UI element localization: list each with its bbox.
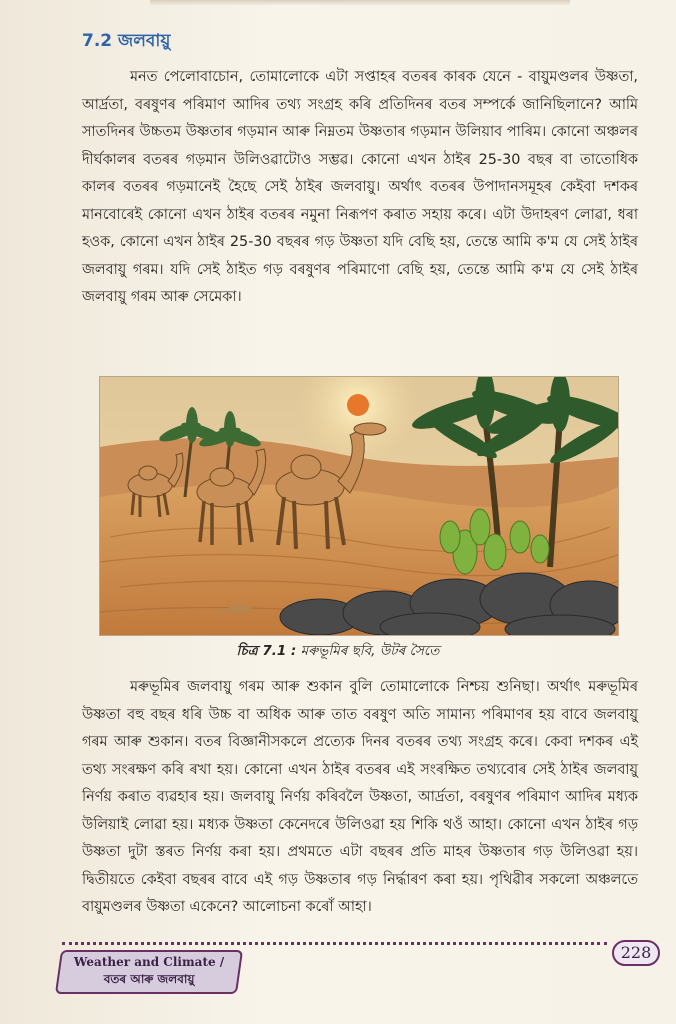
- sun-icon: [347, 394, 369, 416]
- desert-illustration: [99, 376, 619, 636]
- section-heading: [82, 28, 170, 56]
- footer-title-en: Weather and Climate /: [73, 955, 225, 969]
- paragraph-desert-climate: মৰুভূমিৰ জলবায়ু গৰম আৰু শুকান বুলি তোমালোকে নিশ্চয় শুনিছা। অৰ্থাৎ মৰুভূমিৰ উষ্ণতা বহু বছৰ ধৰি উচ্চ বা অধিক আৰু তাত বৰষুণ অতি সামান্য পৰিমাণৰ হয় বাবে জলবায়ু গৰম আৰু শুকান। বতৰ বিজ্ঞানীসকলে প্ৰত্যেক দিনৰ বতৰৰ তথ্য সংগ্ৰহ কৰে। কেবা দশকৰ এই তথ্য সংৰক্ষণ কৰি ৰখা হয়। কোনো এখন ঠাইৰ বতৰৰ এই সংৰক্ষিত তথ্যবোৰ সেই ঠাইৰ জলবায়ু নিৰ্ণয় কৰাত ব্যৱহাৰ হয়। জলবায়ু নিৰ্ণয় কৰিবলৈ উষ্ণতা, আৰ্দ্ৰতা, বৰষুণৰ পৰিমাণ আদিৰ মধ্যক উলিয়াই লোৱা হয়। মধ্যক উষ্ণতা কেনেদৰে উলিওৱা হয় শিকি থওঁ আহা। কোনো এখন ঠাইৰ গড় উষ্ণতা দুটা স্তৰত নিৰ্ণয় কৰা হয়। প্ৰথমতে এটা বছৰৰ প্ৰতি মাহৰ উষ্ণতাৰ গড় উলিওৱা হয়। দ্বিতীয়তে কেইবা বছৰৰ বাবে এই গড় উষ্ণতাৰ গড় নিৰ্দ্ধাৰণ কৰা হয়। পৃথিৱীৰ সকলো অঞ্চলতে বায়ুমণ্ডলৰ উষ্ণতা একেনে? আলোচনা কৰোঁ আহা।: [82, 679, 638, 915]
- figure-label: চিত্ৰ 7.1 :: [236, 643, 297, 659]
- chapter-footer-tab: [55, 950, 243, 994]
- figure-caption: [0, 640, 676, 663]
- page-number: 228: [612, 940, 660, 966]
- footer-divider: [62, 942, 607, 945]
- desert-scene: [100, 377, 618, 635]
- section-title: জলবায়ু: [118, 31, 171, 51]
- footer-title-as: বতৰ আৰু জলবায়ু: [103, 972, 195, 986]
- figure-caption-text: মৰুভূমিৰ ছবি, উটৰ সৈতে: [300, 643, 440, 659]
- page-shadow: [150, 0, 570, 6]
- section-number: 7.2: [82, 31, 113, 51]
- paragraph-climate-definition: মনত পেলোবাচোন, তোমালোকে এটা সপ্তাহৰ বতৰৰ কাৰক যেনে - বায়ুমণ্ডলৰ উষ্ণতা, আৰ্দ্ৰতা, বৰষুণৰ পৰিমাণ আদিৰ তথ্য সংগ্ৰহ কৰি প্ৰতিদিনৰ বতৰ সম্পৰ্কে জানিছিলানে? আমি সাতদিনৰ উচ্চতম উষ্ণতাৰ গড়মান আৰু নিম্নতম উষ্ণতাৰ গড়মান উলিয়াব পাৰিম। কোনো অঞ্চলৰ দীৰ্ঘকালৰ বতৰৰ গড়মান উলিওৱাটোও সম্ভৱ। কোনো এখন ঠাইৰ 25-30 বছৰ বা তাতোধিক কালৰ বতৰৰ গড়মানেই হৈছে সেই ঠাইৰ জলবায়ু। অৰ্থাৎ বতৰৰ উপাদানসমূহৰ কেইবা দশকৰ মানবোৰেই কোনো এখন ঠাইৰ বতৰৰ নমুনা নিৰূপণ কৰাত সহায় কৰে। এটা উদাহৰণ লোৱা, ধৰা হওক, কোনো এখন ঠাইৰ 25-30 বছৰৰ গড় উষ্ণতা যদি বেছি হয়, তেন্তে আমি ক'ম যে সেই ঠাইৰ জলবায়ু গৰম। যদি সেই ঠাইত গড় বৰষুণৰ পৰিমাণো বেছি হয়, তেন্তে আমি ক'ম যে সেই ঠাইৰ জলবায়ু গৰম আৰু সেমেকা।: [82, 69, 638, 305]
